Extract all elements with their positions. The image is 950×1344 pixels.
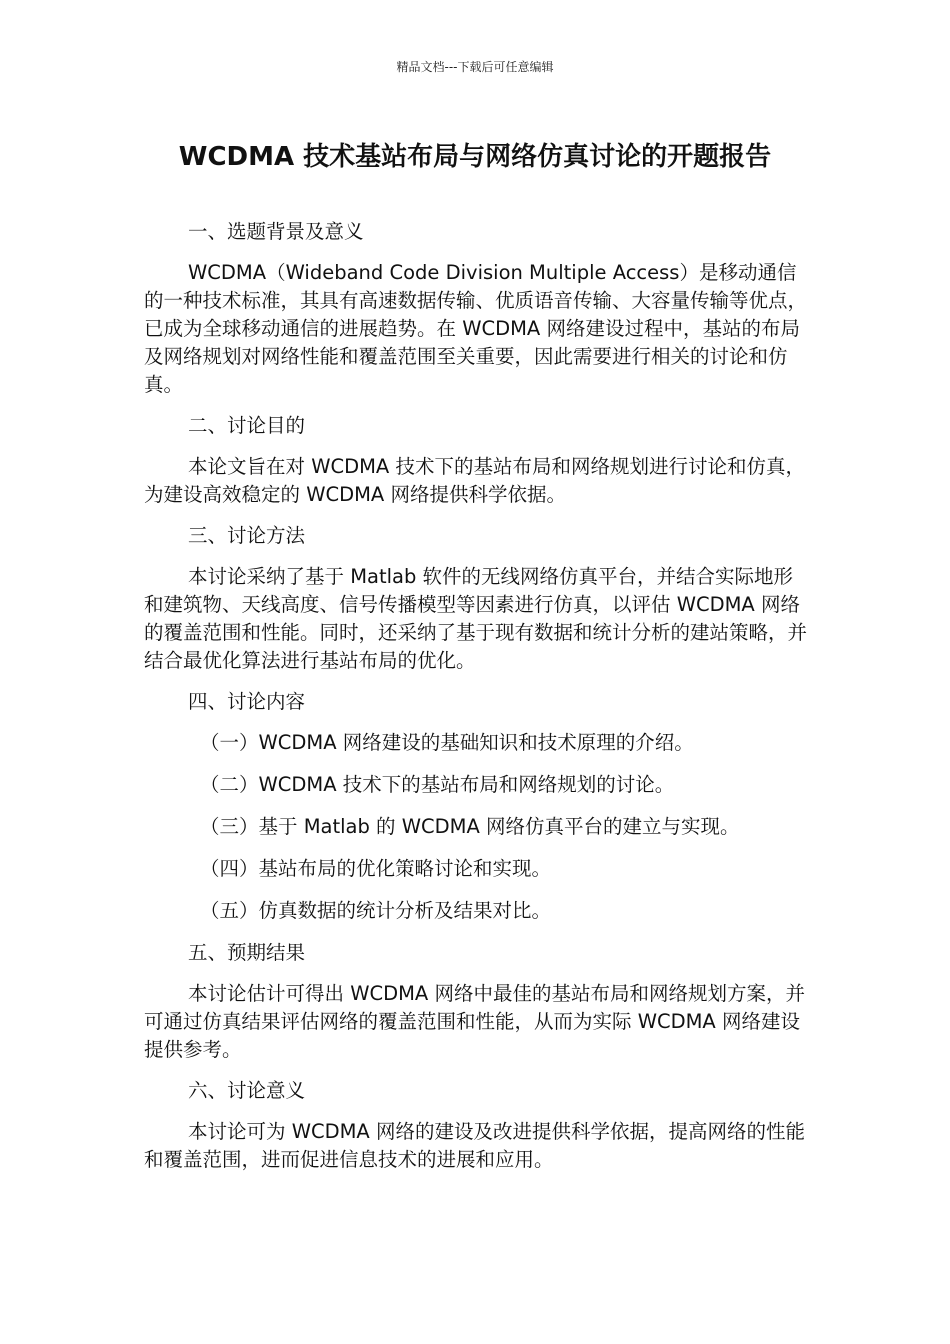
- document-title: WCDMA 技术基站布局与网络仿真讨论的开题报告: [178, 142, 772, 172]
- header-note: 精品文档---下载后可任意编辑: [396, 60, 554, 74]
- section-heading-expected-results: 五、预期结果: [188, 941, 306, 964]
- paragraph-expected-results: 本讨论估计可得出 WCDMA 网络中最佳的基站布局和网络规划方案，并可通过仿真结果评估网络的覆盖范围和性能，从而为实际 WCDMA 网络建设提供参考。: [144, 982, 805, 1061]
- section-heading-background: 一、选题背景及意义: [188, 220, 364, 243]
- content-list-item: （三）基于 Matlab 的 WCDMA 网络仿真平台的建立与实现。: [200, 815, 740, 838]
- paragraph-significance: 本讨论可为 WCDMA 网络的建设及改进提供科学依据，提高网络的性能和覆盖范围，进而促进信息技术的进展和应用。: [144, 1120, 805, 1171]
- content-list-item: （一）WCDMA 网络建设的基础知识和技术原理的介绍。: [200, 731, 694, 754]
- section-heading-method: 三、讨论方法: [188, 524, 306, 547]
- section-heading-purpose: 二、讨论目的: [188, 414, 306, 437]
- paragraph-background: WCDMA（Wideband Code Division Multiple Access）是移动通信的一种技术标准，其具有高速数据传输、优质语音传输、大容量传输等优点，已成为全球移动通信的进展趋势。在 WCDMA 网络建设过程中，基站的布局及网络规划对网络性能和覆盖范围至关重要，因此需要进行相关的讨论和仿真。: [144, 261, 808, 396]
- paragraph-purpose: 本论文旨在对 WCDMA 技术下的基站布局和网络规划进行讨论和仿真，为建设高效稳定的 WCDMA 网络提供科学依据。: [144, 455, 805, 506]
- content-list-item: （二）WCDMA 技术下的基站布局和网络规划的讨论。: [200, 773, 675, 796]
- section-heading-content: 四、讨论内容: [188, 690, 306, 713]
- content-list-item: （五）仿真数据的统计分析及结果对比。: [200, 899, 552, 922]
- document-body: [144, 218, 808, 1187]
- section-heading-significance: 六、讨论意义: [188, 1079, 306, 1102]
- content-list-item: （四）基站布局的优化策略讨论和实现。: [200, 857, 552, 880]
- paragraph-method: 本讨论采纳了基于 Matlab 软件的无线网络仿真平台，并结合实际地形和建筑物、天线高度、信号传播模型等因素进行仿真，以评估 WCDMA 网络的覆盖范围和性能。同时，还采纳了基于现有数据和统计分析的建站策略，并结合最优化算法进行基站布局的优化。: [144, 565, 808, 672]
